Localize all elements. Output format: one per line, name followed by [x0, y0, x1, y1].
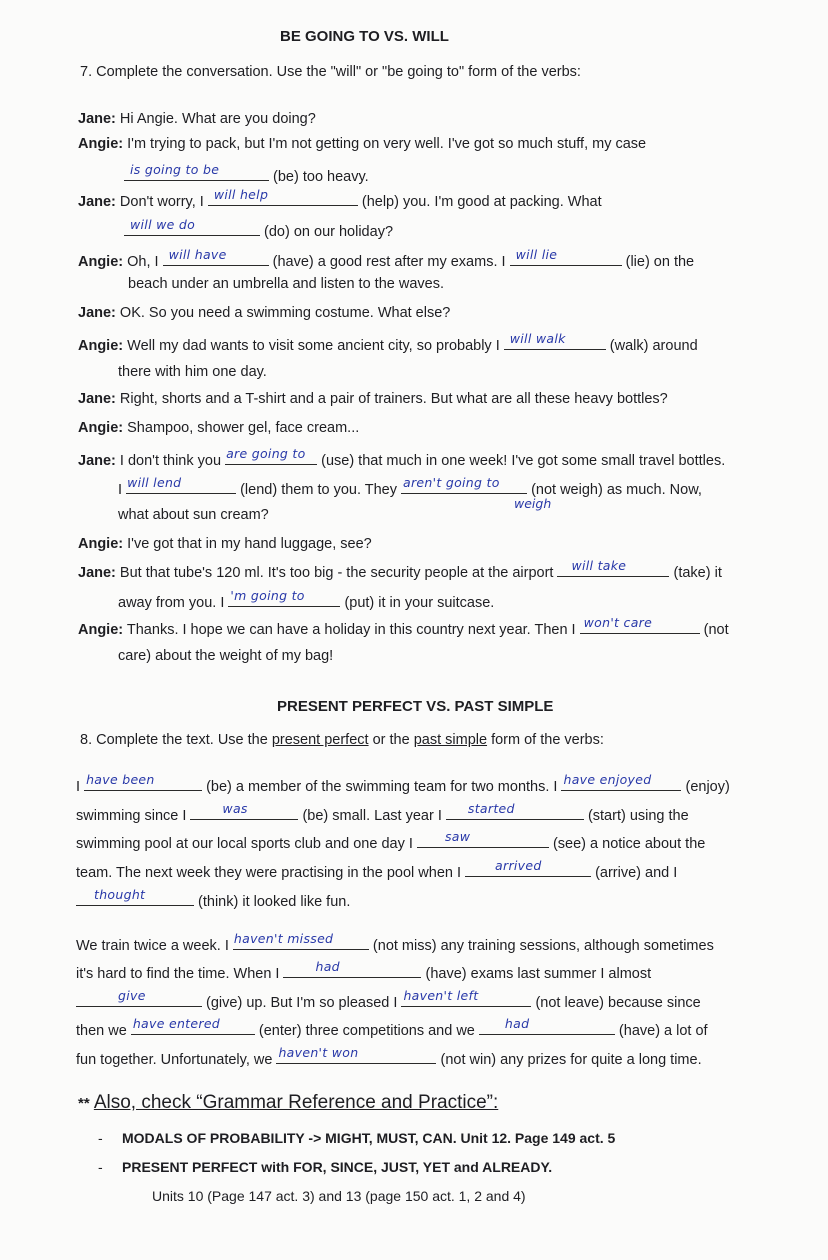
answer-blank[interactable]: [276, 1046, 436, 1064]
instruction-text: 8. Complete the text. Use the: [80, 732, 272, 748]
speaker-jane: Jane:: [78, 453, 116, 469]
handwritten-answer: will take: [571, 558, 627, 573]
line-text: fun together. Unfortunately, we: [76, 1052, 273, 1068]
speaker-jane: Jane:: [78, 111, 116, 127]
line-text: (take) it: [673, 565, 722, 581]
line-text: team. The next week they were practising in the pool when I: [76, 865, 462, 881]
line-text: (be) a member of the swimming team for two months. I: [206, 779, 558, 795]
handwritten-answer: had: [504, 1016, 530, 1031]
dialogue-line: [78, 616, 729, 639]
line-text: (arrive) and I: [595, 865, 678, 881]
handwritten-answer: will we do: [130, 217, 196, 232]
text-line: [76, 1017, 708, 1040]
handwritten-answer: won't care: [583, 615, 653, 630]
handwritten-answer: aren't going to: [403, 475, 500, 490]
dialogue-line: [118, 476, 702, 499]
line-text: (enter) three competitions and we: [258, 1023, 475, 1039]
line-text: (not: [703, 622, 729, 638]
answer-blank[interactable]: [580, 616, 700, 634]
handwritten-answer: was: [222, 801, 248, 816]
bullet: -: [98, 1159, 103, 1175]
text-line: [76, 932, 714, 955]
exercise-8-instruction: [80, 731, 604, 749]
answer-blank[interactable]: [465, 859, 591, 877]
text-line: [76, 960, 651, 983]
line-text: (lend) them to you. They: [240, 482, 397, 498]
dialogue-line: [78, 135, 646, 153]
line-text: (walk) around: [609, 338, 698, 354]
handwritten-answer: will have: [168, 247, 227, 262]
handwritten-answer: started: [467, 801, 515, 816]
line-text: (start) using the: [587, 808, 689, 824]
answer-blank[interactable]: [561, 773, 681, 791]
answer-blank[interactable]: [504, 332, 606, 350]
section-title-going-to-will: BE GOING TO VS. WILL: [280, 28, 449, 45]
text-line: [76, 888, 350, 911]
answer-blank[interactable]: [124, 218, 260, 236]
asterisks: **: [78, 1095, 94, 1112]
handwritten-answer: thought: [94, 887, 146, 902]
line-text: (enjoy): [685, 779, 730, 795]
handwritten-answer: have enjoyed: [563, 772, 652, 787]
dialogue-line: [124, 163, 369, 186]
handwritten-answer: saw: [444, 829, 471, 844]
answer-blank[interactable]: [401, 476, 527, 494]
line-text: I: [76, 779, 81, 795]
handwritten-answer: haven't missed: [233, 931, 334, 946]
handwritten-answer-continued: weigh: [514, 496, 552, 511]
handwritten-answer: will help: [213, 187, 269, 202]
instruction-text: form of the verbs:: [487, 732, 604, 748]
line-text: Thanks. I hope we can have a holiday in this country next year. Then I: [126, 622, 576, 638]
line-text: (see) a notice about the: [552, 836, 706, 852]
reference-item-text: MODALS OF PROBABILITY -> MIGHT, MUST, CAN. Unit 12. Page 149 act. 5: [122, 1130, 616, 1146]
line-text: Right, shorts and a T-shirt and a pair of trainers. But what are all these heavy bottles?: [119, 391, 668, 407]
answer-blank[interactable]: [228, 589, 340, 607]
present-perfect-term: present perfect: [271, 732, 369, 748]
dialogue-line: [78, 390, 668, 408]
text-line: [76, 802, 689, 825]
answer-blank[interactable]: [233, 932, 369, 950]
answer-blank[interactable]: [446, 802, 584, 820]
line-text: (be) too heavy.: [273, 169, 369, 185]
line-text: Well my dad wants to visit some ancient city, so probably I: [127, 338, 500, 354]
section-title-present-perfect-past-simple: PRESENT PERFECT VS. PAST SIMPLE: [277, 698, 554, 715]
reference-title: Also, check “Grammar Reference and Practice”:: [93, 1092, 499, 1113]
line-text: We train twice a week. I: [76, 938, 229, 954]
answer-blank[interactable]: [557, 559, 669, 577]
handwritten-answer: will lend: [127, 475, 182, 490]
speaker-jane: Jane:: [78, 305, 116, 321]
answer-blank[interactable]: [401, 989, 531, 1007]
dialogue-line: care) about the weight of my bag!: [118, 648, 334, 664]
line-text: I've got that in my hand luggage, see?: [127, 536, 372, 552]
answer-blank[interactable]: [417, 830, 549, 848]
speaker-angie: Angie:: [78, 536, 124, 552]
line-text: (put) it in your suitcase.: [344, 595, 495, 611]
line-text: Don't worry, I: [119, 194, 204, 210]
text-line: [76, 989, 701, 1012]
dialogue-line: [78, 248, 694, 271]
line-text: But that tube's 120 ml. It's too big - the security people at the airport: [119, 565, 554, 581]
bullet: -: [98, 1130, 103, 1146]
answer-blank[interactable]: [124, 163, 269, 181]
speaker-angie: Angie:: [78, 420, 124, 436]
line-text: (help) you. I'm good at packing. What: [361, 194, 602, 210]
line-text: (lie) on the: [625, 254, 695, 270]
handwritten-answer: haven't won: [278, 1045, 359, 1060]
speaker-angie: Angie:: [78, 136, 124, 152]
answer-blank[interactable]: [190, 802, 298, 820]
line-text: (not leave) because since: [535, 995, 701, 1011]
text-line: [76, 830, 705, 853]
answer-blank[interactable]: [76, 989, 202, 1007]
answer-blank[interactable]: [479, 1017, 615, 1035]
line-text: away from you. I: [118, 595, 225, 611]
line-text: I: [118, 482, 123, 498]
dialogue-line: [78, 535, 372, 553]
handwritten-answer: had: [315, 959, 340, 974]
dialogue-line: beach under an umbrella and listen to the waves.: [128, 276, 444, 292]
line-text: (give) up. But I'm so pleased I: [206, 995, 398, 1011]
answer-blank[interactable]: [126, 476, 236, 494]
reference-item: [98, 1129, 615, 1147]
answer-blank[interactable]: [283, 960, 421, 978]
line-text: I'm trying to pack, but I'm not getting on very well. I've got so much stuff, my case: [127, 136, 647, 152]
exercise-7-instruction: 7. Complete the conversation. Use the "will" or "be going to" form of the verbs:: [80, 64, 581, 80]
answer-blank[interactable]: [131, 1017, 255, 1035]
line-text: (have) a good rest after my exams. I: [272, 254, 506, 270]
line-text: (think) it looked like fun.: [198, 894, 351, 910]
dialogue-line: there with him one day.: [118, 364, 267, 380]
handwritten-answer: will lie: [515, 247, 558, 262]
speaker-angie: Angie:: [78, 622, 124, 638]
handwritten-answer: give: [118, 988, 146, 1003]
handwritten-answer: have entered: [132, 1016, 221, 1031]
line-text: (do) on our holiday?: [264, 224, 394, 240]
dialogue-line: [78, 419, 359, 437]
dialogue-line: [78, 447, 725, 470]
handwritten-answer: have been: [86, 772, 155, 787]
text-line: [76, 773, 730, 796]
reference-item: [98, 1158, 552, 1176]
handwritten-answer: arrived: [495, 858, 542, 873]
speaker-jane: Jane:: [78, 194, 116, 210]
reference-heading: [78, 1091, 498, 1116]
answer-blank[interactable]: [76, 888, 194, 906]
handwritten-answer: will walk: [509, 331, 566, 346]
line-text: OK. So you need a swimming costume. What else?: [119, 305, 451, 321]
dialogue-line: what about sun cream?: [118, 507, 269, 523]
handwritten-answer: 'm going to: [230, 588, 305, 603]
text-line: [76, 859, 677, 882]
line-text: swimming since I: [76, 808, 187, 824]
handwritten-answer: haven't left: [403, 988, 479, 1003]
line-text: (be) small. Last year I: [302, 808, 442, 824]
line-text: (not win) any prizes for quite a long time.: [440, 1052, 702, 1068]
line-text: (not weigh) as much. Now,: [531, 482, 702, 498]
reference-item-text: PRESENT PERFECT with FOR, SINCE, JUST, YET and ALREADY.: [122, 1159, 553, 1175]
speaker-jane: Jane:: [78, 565, 116, 581]
line-text: it's hard to find the time. When I: [76, 966, 280, 982]
line-text: (have) exams last summer I almost: [425, 966, 652, 982]
past-simple-term: past simple: [413, 732, 488, 748]
answer-blank[interactable]: [208, 188, 358, 206]
answer-blank[interactable]: [163, 248, 269, 266]
handwritten-answer: is going to be: [130, 162, 220, 177]
speaker-jane: Jane:: [78, 391, 116, 407]
line-text: then we: [76, 1023, 127, 1039]
line-text: Oh, I: [127, 254, 159, 270]
text-line: [76, 1046, 702, 1069]
line-text: Shampoo, shower gel, face cream...: [127, 420, 360, 436]
line-text: Hi Angie. What are you doing?: [119, 111, 316, 127]
dialogue-line: [78, 188, 602, 211]
dialogue-line: [124, 218, 393, 241]
dialogue-line: [78, 304, 450, 322]
line-text: (not miss) any training sessions, although sometimes: [372, 938, 714, 954]
answer-blank[interactable]: [84, 773, 202, 791]
reference-item-sub: Units 10 (Page 147 act. 3) and 13 (page 150 act. 1, 2 and 4): [152, 1188, 526, 1204]
speaker-angie: Angie:: [78, 338, 124, 354]
line-text: (have) a lot of: [618, 1023, 708, 1039]
answer-blank[interactable]: [225, 447, 317, 465]
speaker-angie: Angie:: [78, 254, 124, 270]
dialogue-line: [78, 110, 316, 128]
line-text: (use) that much in one week! I've got some small travel bottles.: [321, 453, 726, 469]
handwritten-answer: are going to: [226, 446, 306, 461]
instruction-text: or the: [368, 732, 414, 748]
answer-blank[interactable]: [510, 248, 622, 266]
line-text: swimming pool at our local sports club and one day I: [76, 836, 413, 852]
dialogue-line: [78, 332, 698, 355]
dialogue-line: [118, 589, 494, 612]
line-text: I don't think you: [119, 453, 222, 469]
dialogue-line: [78, 559, 722, 582]
